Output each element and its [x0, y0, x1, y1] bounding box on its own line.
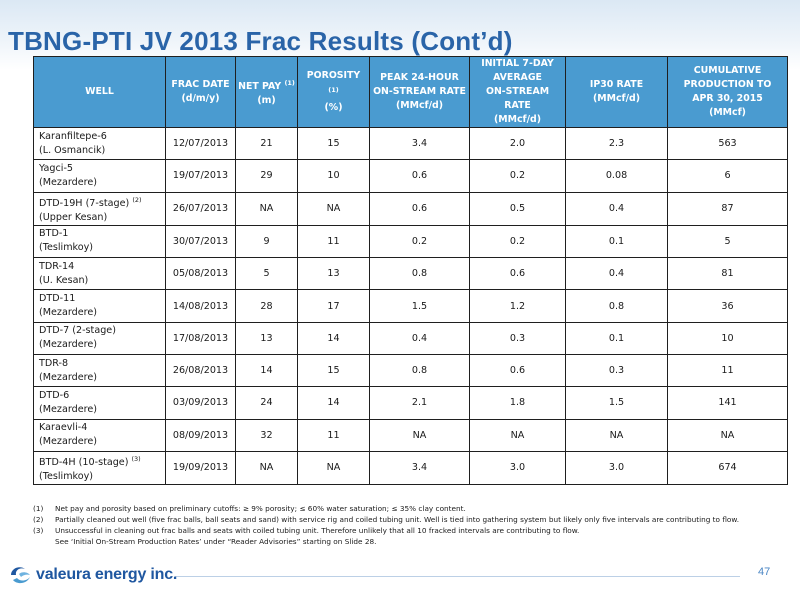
- porosity-cell: 11: [298, 419, 370, 451]
- footnote: [33, 514, 783, 525]
- ip30-rate-cell: 0.1: [566, 322, 668, 354]
- net-pay-cell: 28: [236, 290, 298, 322]
- frac-date-cell: 19/07/2013: [166, 160, 236, 192]
- well-name: TDR-14: [39, 260, 75, 272]
- column-header-text: (m): [257, 95, 276, 107]
- footnote-number: (3): [33, 526, 44, 535]
- footnote-ref: (1): [328, 85, 339, 94]
- ip30-rate-cell: NA: [566, 419, 668, 451]
- footnote-ref: (2): [132, 195, 142, 204]
- ip30-rate-cell: 3.0: [566, 451, 668, 484]
- porosity-cell: 10: [298, 160, 370, 192]
- net-pay-cell: 5: [236, 258, 298, 290]
- initial-rate-cell: 0.2: [470, 160, 566, 192]
- frac-date-cell: 30/07/2013: [166, 225, 236, 257]
- ip30-rate-cell: 0.3: [566, 354, 668, 386]
- net-pay-cell: 32: [236, 419, 298, 451]
- well-cell: [34, 128, 166, 160]
- well-name: TDR-8: [39, 357, 69, 369]
- cumulative-production-cell: 141: [668, 387, 788, 419]
- cumulative-production-cell: 36: [668, 290, 788, 322]
- column-header: [668, 57, 788, 128]
- column-header: [370, 57, 470, 128]
- well-name: BTD-4H (10-stage): [39, 457, 129, 469]
- table-row: [34, 192, 788, 225]
- initial-rate-cell: 1.8: [470, 387, 566, 419]
- well-name: Karanfiltepe-6: [39, 130, 107, 142]
- initial-rate-cell: NA: [470, 419, 566, 451]
- table-row: [34, 258, 788, 290]
- well-formation: (Upper Kesan): [39, 211, 108, 223]
- porosity-cell: 11: [298, 225, 370, 257]
- table-row: [34, 419, 788, 451]
- well-cell: [34, 419, 166, 451]
- well-formation: (Mezardere): [39, 403, 97, 415]
- net-pay-cell: NA: [236, 451, 298, 484]
- slide-title: TBNG-PTI JV 2013 Frac Results (Cont’d): [8, 26, 513, 56]
- well-cell: [34, 225, 166, 257]
- well-name: DTD-6: [39, 389, 70, 401]
- porosity-cell: 14: [298, 387, 370, 419]
- initial-rate-cell: 0.5: [470, 192, 566, 225]
- reader-advisory-note: See ‘Initial On-Stream Production Rates’ under “Reader Advisories” starting on Slide 28.: [55, 537, 377, 546]
- well-cell: [34, 160, 166, 192]
- well-cell: [34, 354, 166, 386]
- footnote-text: Unsuccessful in cleaning out frac balls and seats with coiled tubing unit. Therefore unlikely that all 10 fracked intervals are contributing to flow.: [55, 526, 580, 535]
- cumulative-production-cell: 87: [668, 192, 788, 225]
- table-row: [34, 290, 788, 322]
- cumulative-production-cell: NA: [668, 419, 788, 451]
- well-name: DTD-7 (2-stage): [39, 325, 116, 337]
- net-pay-cell: 24: [236, 387, 298, 419]
- cumulative-production-cell: 11: [668, 354, 788, 386]
- peak-rate-cell: 0.6: [370, 160, 470, 192]
- column-header-text: ON-STREAM RATE: [373, 86, 466, 97]
- footnote: [33, 503, 783, 514]
- net-pay-cell: 29: [236, 160, 298, 192]
- column-header: [566, 57, 668, 128]
- frac-results-table: [33, 56, 788, 485]
- peak-rate-cell: NA: [370, 419, 470, 451]
- net-pay-cell: NA: [236, 192, 298, 225]
- initial-rate-cell: 2.0: [470, 128, 566, 160]
- frac-date-cell: 03/09/2013: [166, 387, 236, 419]
- column-header-text: (MMcf/d): [396, 100, 443, 111]
- column-header: [166, 57, 236, 128]
- porosity-cell: NA: [298, 451, 370, 484]
- ip30-rate-cell: 2.3: [566, 128, 668, 160]
- footer-divider: [175, 576, 740, 577]
- frac-date-cell: 12/07/2013: [166, 128, 236, 160]
- net-pay-cell: 14: [236, 354, 298, 386]
- column-header-text: APR 30, 2015: [692, 93, 763, 104]
- initial-rate-cell: 3.0: [470, 451, 566, 484]
- column-header-text: WELL: [85, 86, 114, 97]
- porosity-cell: 13: [298, 258, 370, 290]
- well-formation: (Mezardere): [39, 339, 97, 351]
- well-name: Yagci-5: [39, 162, 74, 174]
- porosity-cell: 17: [298, 290, 370, 322]
- column-header-text: PRODUCTION TO: [683, 79, 772, 90]
- column-header-text: (%): [324, 102, 343, 114]
- well-formation: (Mezardere): [39, 436, 97, 448]
- initial-rate-cell: 1.2: [470, 290, 566, 322]
- frac-date-cell: 19/09/2013: [166, 451, 236, 484]
- page-number: 47: [758, 566, 771, 578]
- column-header-text: (MMcf/d): [494, 114, 541, 125]
- frac-date-cell: 26/08/2013: [166, 354, 236, 386]
- peak-rate-cell: 3.4: [370, 128, 470, 160]
- porosity-cell: 14: [298, 322, 370, 354]
- well-formation: (Mezardere): [39, 307, 97, 319]
- column-header-text: ON-STREAM RATE: [485, 86, 550, 111]
- footnote-ref: (1): [284, 78, 295, 87]
- column-header-text: INITIAL 7-DAY: [481, 58, 554, 69]
- well-formation: (Teslimkoy): [39, 242, 94, 254]
- peak-rate-cell: 3.4: [370, 451, 470, 484]
- column-header-text: PEAK 24-HOUR: [380, 72, 459, 83]
- cumulative-production-cell: 10: [668, 322, 788, 354]
- well-cell: [34, 387, 166, 419]
- ip30-rate-cell: 0.08: [566, 160, 668, 192]
- column-header-text: IP30 RATE: [589, 79, 644, 90]
- table-row: [34, 387, 788, 419]
- initial-rate-cell: 0.6: [470, 354, 566, 386]
- peak-rate-cell: 1.5: [370, 290, 470, 322]
- well-cell: [34, 290, 166, 322]
- logo-text: valeura energy inc.: [36, 566, 178, 583]
- footnote-text: Net pay and porosity based on preliminary cutoffs: ≥ 9% porosity; ≤ 60% water saturation; ≤ 35% clay content.: [55, 504, 466, 513]
- footnote-number: (2): [33, 515, 44, 524]
- frac-date-cell: 14/08/2013: [166, 290, 236, 322]
- valeura-swirl-logo-icon: [8, 563, 34, 587]
- column-header-text: FRAC DATE: [171, 79, 230, 90]
- peak-rate-cell: 0.8: [370, 354, 470, 386]
- ip30-rate-cell: 0.4: [566, 258, 668, 290]
- column-header-text: NET PAY: [238, 81, 282, 93]
- footnote-number: (1): [33, 504, 44, 513]
- table-row: [34, 225, 788, 257]
- ip30-rate-cell: 0.4: [566, 192, 668, 225]
- well-cell: [34, 258, 166, 290]
- column-header-text: AVERAGE: [493, 72, 542, 83]
- well-cell: [34, 322, 166, 354]
- cumulative-production-cell: 81: [668, 258, 788, 290]
- well-name: DTD-11: [39, 293, 76, 305]
- ip30-rate-cell: 1.5: [566, 387, 668, 419]
- peak-rate-cell: 0.2: [370, 225, 470, 257]
- well-formation: (Mezardere): [39, 371, 97, 383]
- footnotes: [33, 503, 783, 547]
- cumulative-production-cell: 6: [668, 160, 788, 192]
- column-header-text: (MMcf/d): [593, 93, 640, 104]
- net-pay-cell: 13: [236, 322, 298, 354]
- table-header-row: [34, 57, 788, 128]
- table-body: [34, 128, 788, 485]
- frac-date-cell: 08/09/2013: [166, 419, 236, 451]
- peak-rate-cell: 0.8: [370, 258, 470, 290]
- footnote-text: Partially cleaned out well (five frac balls, ball seats and sand) with service rig and coiled tubing unit. Well is tied into gathering system but likely only five intervals are contributing to flow.: [55, 515, 740, 524]
- column-header-text: (MMcf): [709, 107, 746, 118]
- ip30-rate-cell: 0.8: [566, 290, 668, 322]
- well-cell: [34, 451, 166, 484]
- ip30-rate-cell: 0.1: [566, 225, 668, 257]
- frac-date-cell: 17/08/2013: [166, 322, 236, 354]
- company-logo: [8, 563, 177, 587]
- well-name: Karaevli-4: [39, 422, 88, 434]
- frac-date-cell: 05/08/2013: [166, 258, 236, 290]
- well-formation: (L. Osmancik): [39, 144, 106, 156]
- cumulative-production-cell: 5: [668, 225, 788, 257]
- well-name: DTD-19H (7-stage): [39, 197, 130, 209]
- table-row: [34, 128, 788, 160]
- net-pay-cell: 21: [236, 128, 298, 160]
- column-header-text: POROSITY: [306, 69, 361, 81]
- peak-rate-cell: 0.6: [370, 192, 470, 225]
- column-header: [470, 57, 566, 128]
- column-header-text: CUMULATIVE: [693, 65, 762, 76]
- column-header: [236, 57, 298, 128]
- table-row: [34, 160, 788, 192]
- porosity-cell: 15: [298, 128, 370, 160]
- well-formation: (Mezardere): [39, 176, 97, 188]
- table-row: [34, 354, 788, 386]
- well-name: BTD-1: [39, 228, 69, 240]
- cumulative-production-cell: 674: [668, 451, 788, 484]
- column-header-text: (d/m/y): [181, 93, 220, 104]
- peak-rate-cell: 0.4: [370, 322, 470, 354]
- table-row: [34, 451, 788, 484]
- initial-rate-cell: 0.3: [470, 322, 566, 354]
- well-formation: (U. Kesan): [39, 274, 89, 286]
- footnote: [33, 525, 783, 536]
- cumulative-production-cell: 563: [668, 128, 788, 160]
- table-row: [34, 322, 788, 354]
- initial-rate-cell: 0.6: [470, 258, 566, 290]
- frac-date-cell: 26/07/2013: [166, 192, 236, 225]
- footnote-ref: (3): [131, 454, 141, 463]
- porosity-cell: NA: [298, 192, 370, 225]
- peak-rate-cell: 2.1: [370, 387, 470, 419]
- column-header: [298, 57, 370, 128]
- well-formation: (Teslimkoy): [39, 471, 94, 483]
- porosity-cell: 15: [298, 354, 370, 386]
- initial-rate-cell: 0.2: [470, 225, 566, 257]
- net-pay-cell: 9: [236, 225, 298, 257]
- well-cell: [34, 192, 166, 225]
- column-header: [34, 57, 166, 128]
